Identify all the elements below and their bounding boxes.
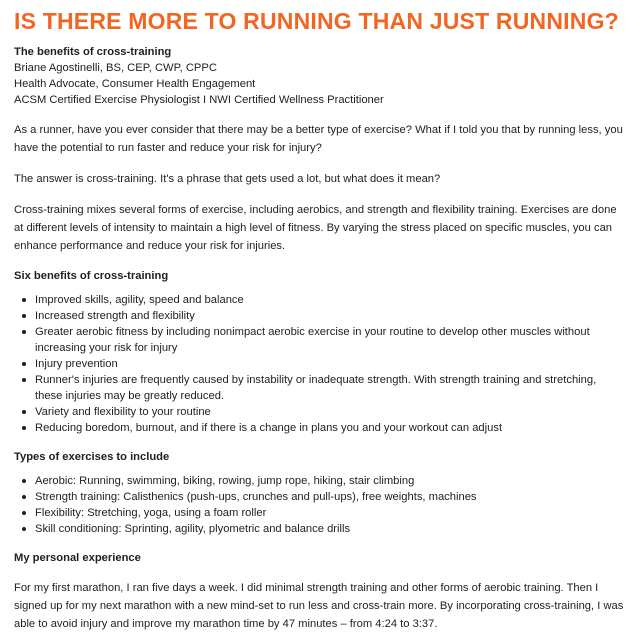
list-item: Increased strength and flexibility bbox=[35, 308, 626, 324]
intro-paragraph: Cross-training mixes several forms of exercise, including aerobics, and strength and flexibility training. Exercises are done at different levels of intensity to maintain a high level of fitness. By varying the stress placed on specific muscles, you can enhance performance and reduce your risk for injuries. bbox=[14, 204, 617, 252]
list-item: Aerobic: Running, swimming, biking, rowing, jump rope, hiking, stair climbing bbox=[35, 473, 626, 489]
experience-paragraph: For my first marathon, I ran five days a week. I did minimal strength training and other forms of aerobic training. Then I signed up for my next marathon with a new mind-set to run less and cross-train more. By incorporating cross-training, I was able to avoid injury and improve my marathon time by 47 minutes – from 4:24 to 3:37. bbox=[14, 582, 624, 630]
list-item: Injury prevention bbox=[35, 356, 626, 372]
list-item: Variety and flexibility to your routine bbox=[35, 404, 626, 420]
list-item: Skill conditioning: Sprinting, agility, plyometric and balance drills bbox=[35, 521, 626, 537]
intro-paragraph: The answer is cross-training. It's a phrase that gets used a lot, but what does it mean? bbox=[14, 173, 441, 185]
author-certifications: ACSM Certified Exercise Physiologist I NWI Certified Wellness Practitioner bbox=[14, 94, 384, 106]
benefits-heading: Six benefits of cross-training bbox=[14, 270, 169, 282]
benefits-list bbox=[14, 292, 626, 436]
author-block bbox=[14, 44, 626, 108]
list-item: Reducing boredom, burnout, and if there is a change in plans you and your workout can adjust bbox=[35, 420, 626, 436]
list-item: Runner's injuries are frequently caused by instability or inadequate strength. With strength training and stretching, these injuries may be greatly reduced. bbox=[35, 372, 626, 404]
exercises-list bbox=[14, 473, 626, 537]
author-name: Briane Agostinelli, BS, CEP, CWP, CPPC bbox=[14, 62, 217, 74]
list-item: Flexibility: Stretching, yoga, using a foam roller bbox=[35, 505, 626, 521]
experience-heading: My personal experience bbox=[14, 552, 141, 564]
exercises-heading: Types of exercises to include bbox=[14, 451, 170, 463]
list-item: Greater aerobic fitness by including nonimpact aerobic exercise in your routine to develop other muscles without increasing your risk for injury bbox=[35, 324, 626, 356]
list-item: Strength training: Calisthenics (push-ups, crunches and pull-ups), free weights, machines bbox=[35, 489, 626, 505]
author-role: Health Advocate, Consumer Health Engagement bbox=[14, 78, 256, 90]
intro-paragraph: As a runner, have you ever consider that there may be a better type of exercise? What if I told you that by running less, you have the potential to run faster and reduce your risk for injury? bbox=[14, 124, 623, 154]
list-item: Improved skills, agility, speed and balance bbox=[35, 292, 626, 308]
author-heading: The benefits of cross-training bbox=[14, 46, 172, 58]
article-title: IS THERE MORE TO RUNNING THAN JUST RUNNING? bbox=[14, 8, 619, 34]
